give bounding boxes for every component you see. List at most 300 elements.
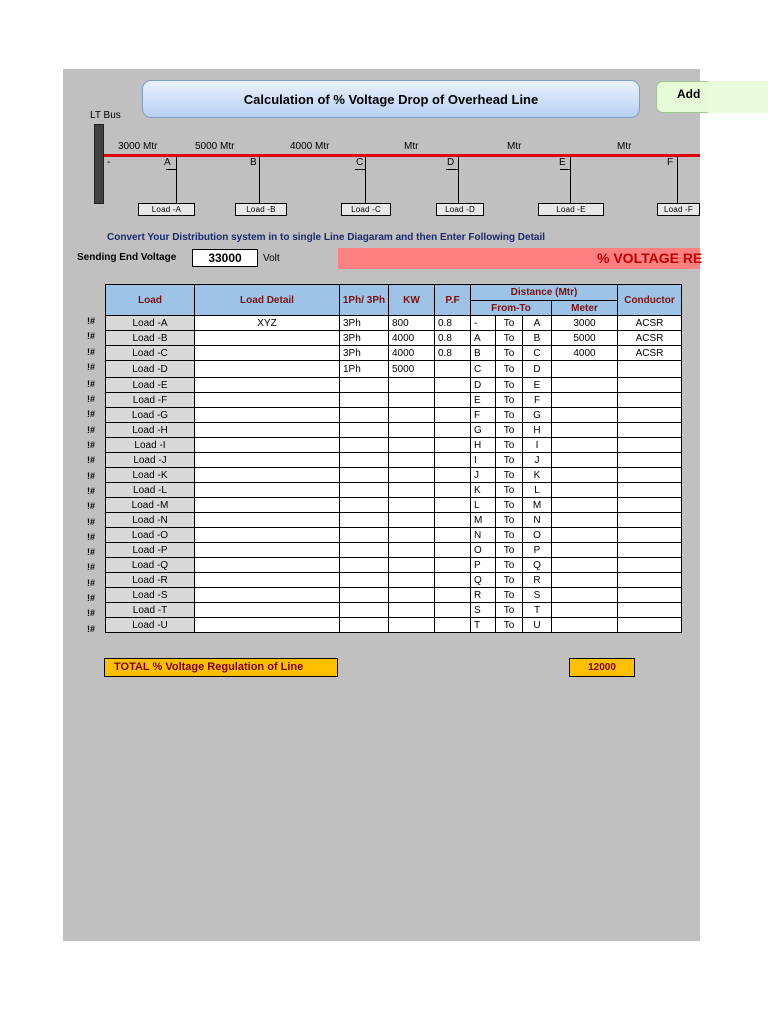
- to-cell: To: [496, 316, 523, 331]
- error-marker: !#: [87, 346, 96, 357]
- to-cell: To: [496, 543, 523, 558]
- phase-cell[interactable]: [340, 558, 389, 573]
- from-node-cell[interactable]: D: [471, 378, 496, 393]
- conductor-cell[interactable]: ACSR: [618, 331, 682, 346]
- pf-cell[interactable]: 0.8: [435, 346, 471, 361]
- to-node-cell[interactable]: J: [523, 453, 552, 468]
- from-node-cell[interactable]: T: [471, 618, 496, 633]
- to-cell: To: [496, 483, 523, 498]
- to-cell: To: [496, 603, 523, 618]
- load-detail-cell[interactable]: XYZ: [195, 316, 340, 331]
- kw-cell[interactable]: [389, 453, 435, 468]
- to-node-cell[interactable]: U: [523, 618, 552, 633]
- total-regulation-label: TOTAL % Voltage Regulation of Line: [104, 658, 338, 677]
- meter-cell[interactable]: 4000: [552, 346, 618, 361]
- phase-cell[interactable]: [340, 393, 389, 408]
- add-button[interactable]: [656, 81, 708, 113]
- node-a-drop: [176, 157, 177, 203]
- load-cell: Load -M: [106, 498, 195, 513]
- load-cell: Load -O: [106, 528, 195, 543]
- node-e-drop: [570, 157, 571, 203]
- table-row: [106, 558, 682, 573]
- pf-cell[interactable]: [435, 378, 471, 393]
- phase-cell[interactable]: [340, 408, 389, 423]
- segment-distance-3: 4000 Mtr: [290, 141, 330, 152]
- segment-distance-2: 5000 Mtr: [195, 141, 235, 152]
- kw-cell[interactable]: [389, 573, 435, 588]
- phase-cell[interactable]: [340, 483, 389, 498]
- load-detail-cell[interactable]: [195, 423, 340, 438]
- from-node-cell[interactable]: B: [471, 346, 496, 361]
- table-row: [106, 378, 682, 393]
- error-marker-column: [87, 314, 95, 637]
- load-cell: Load -G: [106, 408, 195, 423]
- to-cell: To: [496, 361, 523, 378]
- load-cell: Load -Q: [106, 558, 195, 573]
- from-node-cell[interactable]: C: [471, 361, 496, 378]
- header-distance: Distance (Mtr): [471, 285, 618, 301]
- table-row: [106, 603, 682, 618]
- kw-cell[interactable]: [389, 543, 435, 558]
- pf-cell[interactable]: [435, 393, 471, 408]
- load-detail-cell[interactable]: [195, 438, 340, 453]
- error-marker: !#: [87, 455, 96, 466]
- instructions-text: Convert Your Distribution system in to single Line Diagaram and then Enter Following Detail: [107, 232, 546, 243]
- to-node-cell[interactable]: H: [523, 423, 552, 438]
- pf-cell[interactable]: [435, 438, 471, 453]
- table-row: [106, 423, 682, 438]
- pf-cell[interactable]: [435, 618, 471, 633]
- load-detail-cell[interactable]: [195, 468, 340, 483]
- load-cell: Load -F: [106, 393, 195, 408]
- conductor-cell[interactable]: [618, 361, 682, 378]
- phase-cell[interactable]: [340, 618, 389, 633]
- from-node-cell[interactable]: O: [471, 543, 496, 558]
- to-cell: To: [496, 618, 523, 633]
- conductor-cell[interactable]: [618, 528, 682, 543]
- kw-cell[interactable]: [389, 483, 435, 498]
- node-b-label: B: [250, 157, 257, 168]
- pf-cell[interactable]: [435, 483, 471, 498]
- node-b-drop: [259, 157, 260, 203]
- to-node-cell[interactable]: T: [523, 603, 552, 618]
- error-marker: !#: [87, 409, 96, 420]
- load-cell: Load -I: [106, 438, 195, 453]
- error-marker: !#: [87, 501, 96, 512]
- phase-cell[interactable]: [340, 378, 389, 393]
- to-node-cell[interactable]: D: [523, 361, 552, 378]
- meter-cell[interactable]: 3000: [552, 316, 618, 331]
- phase-cell[interactable]: 3Ph: [340, 316, 389, 331]
- meter-cell[interactable]: [552, 393, 618, 408]
- table-row: [106, 408, 682, 423]
- node-e-label: E: [559, 157, 566, 168]
- phase-cell[interactable]: [340, 468, 389, 483]
- node-c-drop: [365, 157, 366, 203]
- error-marker: !#: [87, 531, 96, 542]
- phase-cell[interactable]: [340, 588, 389, 603]
- error-marker: !#: [87, 623, 96, 634]
- to-node-cell[interactable]: O: [523, 528, 552, 543]
- meter-cell[interactable]: [552, 361, 618, 378]
- sending-voltage-input[interactable]: 33000: [192, 249, 258, 267]
- kw-cell[interactable]: [389, 513, 435, 528]
- lt-bus-label: LT Bus: [90, 110, 121, 121]
- total-regulation-value: 12000: [569, 658, 635, 677]
- kw-cell[interactable]: [389, 603, 435, 618]
- phase-cell[interactable]: 3Ph: [340, 346, 389, 361]
- error-marker: !#: [87, 316, 96, 326]
- load-cell: Load -K: [106, 468, 195, 483]
- to-cell: To: [496, 498, 523, 513]
- load-detail-cell[interactable]: [195, 558, 340, 573]
- table-row: [106, 393, 682, 408]
- load-cell: Load -N: [106, 513, 195, 528]
- meter-cell[interactable]: 5000: [552, 331, 618, 346]
- kw-cell[interactable]: 4000: [389, 346, 435, 361]
- conductor-cell[interactable]: [618, 378, 682, 393]
- error-marker: !#: [87, 470, 96, 481]
- from-node-cell[interactable]: M: [471, 513, 496, 528]
- table-row: [106, 468, 682, 483]
- from-node-cell[interactable]: N: [471, 528, 496, 543]
- load-cell: Load -S: [106, 588, 195, 603]
- phase-cell[interactable]: [340, 498, 389, 513]
- pf-cell[interactable]: [435, 558, 471, 573]
- node-d-tick: [446, 169, 458, 170]
- to-node-cell[interactable]: Q: [523, 558, 552, 573]
- conductor-cell[interactable]: [618, 393, 682, 408]
- load-detail-cell[interactable]: [195, 528, 340, 543]
- pf-cell[interactable]: [435, 453, 471, 468]
- table-row: [106, 528, 682, 543]
- table-row: [106, 618, 682, 633]
- segment-distance-6: Mtr: [617, 141, 632, 152]
- meter-cell[interactable]: [552, 483, 618, 498]
- voltage-result-label: % VOLTAGE RE: [597, 250, 703, 266]
- load-cell: Load -R: [106, 573, 195, 588]
- kw-cell[interactable]: 4000: [389, 331, 435, 346]
- pf-cell[interactable]: [435, 498, 471, 513]
- header-from-to: From-To: [471, 301, 552, 316]
- load-detail-cell[interactable]: [195, 513, 340, 528]
- header-kw: KW: [389, 285, 435, 316]
- load-detail-cell[interactable]: [195, 618, 340, 633]
- from-node-cell[interactable]: S: [471, 603, 496, 618]
- conductor-cell[interactable]: [618, 498, 682, 513]
- feeder-line: [104, 154, 700, 157]
- from-node-cell[interactable]: K: [471, 483, 496, 498]
- header-phase: 1Ph/ 3Ph: [340, 285, 389, 316]
- from-node-cell[interactable]: P: [471, 558, 496, 573]
- kw-cell[interactable]: [389, 528, 435, 543]
- to-cell: To: [496, 513, 523, 528]
- from-node-cell[interactable]: J: [471, 468, 496, 483]
- kw-cell[interactable]: [389, 393, 435, 408]
- load-cell: Load -T: [106, 603, 195, 618]
- pf-cell[interactable]: [435, 573, 471, 588]
- from-node-cell[interactable]: G: [471, 423, 496, 438]
- to-node-cell[interactable]: E: [523, 378, 552, 393]
- error-marker: !#: [87, 608, 96, 619]
- load-d-box: Load -D: [436, 203, 484, 216]
- load-cell: Load -C: [106, 346, 195, 361]
- load-detail-cell[interactable]: [195, 573, 340, 588]
- table-row: [106, 573, 682, 588]
- node-d-label: D: [447, 157, 455, 168]
- to-cell: To: [496, 453, 523, 468]
- meter-cell[interactable]: [552, 573, 618, 588]
- page-title: Calculation of % Voltage Drop of Overhead Line: [243, 91, 539, 107]
- table-row: [106, 513, 682, 528]
- load-b-box: Load -B: [235, 203, 287, 216]
- phase-cell[interactable]: [340, 603, 389, 618]
- conductor-cell[interactable]: [618, 453, 682, 468]
- load-cell: Load -J: [106, 453, 195, 468]
- conductor-cell[interactable]: [618, 513, 682, 528]
- conductor-cell[interactable]: [618, 588, 682, 603]
- meter-cell[interactable]: [552, 378, 618, 393]
- kw-cell[interactable]: [389, 438, 435, 453]
- meter-cell[interactable]: [552, 453, 618, 468]
- conductor-cell[interactable]: [618, 408, 682, 423]
- to-node-cell[interactable]: P: [523, 543, 552, 558]
- segment-distance-5: Mtr: [507, 141, 522, 152]
- meter-cell[interactable]: [552, 468, 618, 483]
- phase-cell[interactable]: [340, 453, 389, 468]
- pf-cell[interactable]: [435, 528, 471, 543]
- error-marker: !#: [87, 378, 96, 389]
- error-marker: !#: [87, 577, 96, 588]
- conductor-cell[interactable]: [618, 573, 682, 588]
- conductor-cell[interactable]: [618, 423, 682, 438]
- load-cell: Load -H: [106, 423, 195, 438]
- load-detail-cell[interactable]: [195, 543, 340, 558]
- conductor-cell[interactable]: [618, 468, 682, 483]
- header-load: Load: [106, 285, 195, 316]
- from-node-cell[interactable]: L: [471, 498, 496, 513]
- kw-cell[interactable]: [389, 558, 435, 573]
- table-row: [106, 361, 682, 378]
- segment-distance-1: 3000 Mtr: [118, 141, 158, 152]
- meter-cell[interactable]: [552, 438, 618, 453]
- from-node-cell[interactable]: -: [471, 316, 496, 331]
- load-cell: Load -P: [106, 543, 195, 558]
- load-detail-cell[interactable]: [195, 361, 340, 378]
- load-f-box: Load -F: [657, 203, 700, 216]
- load-a-box: Load -A: [138, 203, 195, 216]
- to-node-cell[interactable]: I: [523, 438, 552, 453]
- pf-cell[interactable]: [435, 588, 471, 603]
- conductor-cell[interactable]: ACSR: [618, 316, 682, 331]
- load-detail-cell[interactable]: [195, 588, 340, 603]
- pf-cell[interactable]: 0.8: [435, 331, 471, 346]
- conductor-cell[interactable]: [618, 558, 682, 573]
- load-detail-cell[interactable]: [195, 393, 340, 408]
- phase-cell[interactable]: [340, 573, 389, 588]
- phase-cell[interactable]: 1Ph: [340, 361, 389, 378]
- load-detail-cell[interactable]: [195, 603, 340, 618]
- to-node-cell[interactable]: S: [523, 588, 552, 603]
- to-node-cell[interactable]: M: [523, 498, 552, 513]
- load-table: [105, 284, 682, 633]
- to-cell: To: [496, 588, 523, 603]
- meter-cell[interactable]: [552, 618, 618, 633]
- kw-cell[interactable]: [389, 468, 435, 483]
- phase-cell[interactable]: [340, 528, 389, 543]
- sending-voltage-label: Sending End Voltage: [77, 252, 177, 263]
- node-c-tick: [355, 169, 365, 170]
- error-marker: !#: [87, 516, 96, 527]
- table-row: [106, 588, 682, 603]
- error-marker: !#: [87, 485, 96, 496]
- pf-cell[interactable]: [435, 513, 471, 528]
- node-f-label: F: [667, 157, 674, 168]
- phase-cell[interactable]: [340, 513, 389, 528]
- node-d-drop: [458, 157, 459, 203]
- error-marker: !#: [87, 361, 96, 372]
- node-f-drop: [677, 157, 678, 203]
- node-c-label: C: [356, 157, 364, 168]
- lt-bus-bar: [94, 124, 104, 204]
- table-row: [106, 543, 682, 558]
- conductor-cell[interactable]: [618, 438, 682, 453]
- to-cell: To: [496, 408, 523, 423]
- meter-cell[interactable]: [552, 543, 618, 558]
- to-node-cell[interactable]: G: [523, 408, 552, 423]
- kw-cell[interactable]: [389, 498, 435, 513]
- conductor-cell[interactable]: ACSR: [618, 346, 682, 361]
- table-row: [106, 316, 682, 331]
- load-detail-cell[interactable]: [195, 408, 340, 423]
- phase-cell[interactable]: [340, 438, 389, 453]
- load-cell: Load -D: [106, 361, 195, 378]
- to-node-cell[interactable]: L: [523, 483, 552, 498]
- error-marker: !#: [87, 593, 96, 604]
- meter-cell[interactable]: [552, 513, 618, 528]
- table-row: [106, 346, 682, 361]
- to-node-cell[interactable]: R: [523, 573, 552, 588]
- from-node-cell[interactable]: A: [471, 331, 496, 346]
- phase-cell[interactable]: [340, 423, 389, 438]
- to-cell: To: [496, 573, 523, 588]
- kw-cell[interactable]: 800: [389, 316, 435, 331]
- error-marker: !#: [87, 547, 96, 558]
- load-cell: Load -B: [106, 331, 195, 346]
- load-detail-cell[interactable]: [195, 378, 340, 393]
- to-cell: To: [496, 438, 523, 453]
- to-cell: To: [496, 528, 523, 543]
- to-node-cell[interactable]: F: [523, 393, 552, 408]
- pf-cell[interactable]: [435, 408, 471, 423]
- load-cell: Load -U: [106, 618, 195, 633]
- header-pf: P.F: [435, 285, 471, 316]
- error-marker: !#: [87, 394, 96, 405]
- pf-cell[interactable]: [435, 543, 471, 558]
- load-detail-cell[interactable]: [195, 346, 340, 361]
- to-cell: To: [496, 558, 523, 573]
- to-cell: To: [496, 378, 523, 393]
- to-cell: To: [496, 393, 523, 408]
- from-node-cell[interactable]: E: [471, 393, 496, 408]
- load-detail-cell[interactable]: [195, 331, 340, 346]
- load-cell: Load -E: [106, 378, 195, 393]
- start-node: -: [107, 157, 111, 168]
- node-e-tick: [560, 169, 570, 170]
- meter-cell[interactable]: [552, 423, 618, 438]
- meter-cell[interactable]: [552, 408, 618, 423]
- conductor-cell[interactable]: [618, 543, 682, 558]
- pf-cell[interactable]: [435, 468, 471, 483]
- to-cell: To: [496, 468, 523, 483]
- meter-cell[interactable]: [552, 558, 618, 573]
- kw-cell[interactable]: [389, 588, 435, 603]
- sending-voltage-unit: Volt: [263, 253, 280, 264]
- pf-cell[interactable]: [435, 603, 471, 618]
- phase-cell[interactable]: [340, 543, 389, 558]
- load-cell: Load -A: [106, 316, 195, 331]
- meter-cell[interactable]: [552, 603, 618, 618]
- to-node-cell[interactable]: N: [523, 513, 552, 528]
- meter-cell[interactable]: [552, 588, 618, 603]
- conductor-cell[interactable]: [618, 618, 682, 633]
- meter-cell[interactable]: [552, 498, 618, 513]
- add-button-extension: [700, 81, 768, 113]
- page-title-banner: [142, 80, 640, 118]
- error-marker: !#: [87, 440, 96, 451]
- error-marker: !#: [87, 331, 96, 342]
- to-node-cell[interactable]: K: [523, 468, 552, 483]
- load-detail-cell[interactable]: [195, 498, 340, 513]
- from-node-cell[interactable]: R: [471, 588, 496, 603]
- to-cell: To: [496, 331, 523, 346]
- to-node-cell[interactable]: B: [523, 331, 552, 346]
- table-row: [106, 331, 682, 346]
- pf-cell[interactable]: [435, 423, 471, 438]
- error-marker: !#: [87, 562, 96, 573]
- to-cell: To: [496, 423, 523, 438]
- kw-cell[interactable]: [389, 618, 435, 633]
- table-row: [106, 483, 682, 498]
- conductor-cell[interactable]: [618, 483, 682, 498]
- pf-cell[interactable]: 0.8: [435, 316, 471, 331]
- kw-cell[interactable]: [389, 378, 435, 393]
- from-node-cell[interactable]: I: [471, 453, 496, 468]
- table-row: [106, 453, 682, 468]
- header-load-detail: Load Detail: [195, 285, 340, 316]
- meter-cell[interactable]: [552, 528, 618, 543]
- kw-cell[interactable]: 5000: [389, 361, 435, 378]
- to-cell: To: [496, 346, 523, 361]
- to-node-cell[interactable]: C: [523, 346, 552, 361]
- kw-cell[interactable]: [389, 423, 435, 438]
- kw-cell[interactable]: [389, 408, 435, 423]
- from-node-cell[interactable]: Q: [471, 573, 496, 588]
- phase-cell[interactable]: 3Ph: [340, 331, 389, 346]
- load-c-box: Load -C: [341, 203, 391, 216]
- header-meter: Meter: [552, 301, 618, 316]
- error-marker: !#: [87, 424, 96, 435]
- from-node-cell[interactable]: F: [471, 408, 496, 423]
- conductor-cell[interactable]: [618, 603, 682, 618]
- to-node-cell[interactable]: A: [523, 316, 552, 331]
- segment-distance-4: Mtr: [404, 141, 419, 152]
- load-detail-cell[interactable]: [195, 453, 340, 468]
- from-node-cell[interactable]: H: [471, 438, 496, 453]
- node-a-tick: [166, 169, 176, 170]
- pf-cell[interactable]: [435, 361, 471, 378]
- load-detail-cell[interactable]: [195, 483, 340, 498]
